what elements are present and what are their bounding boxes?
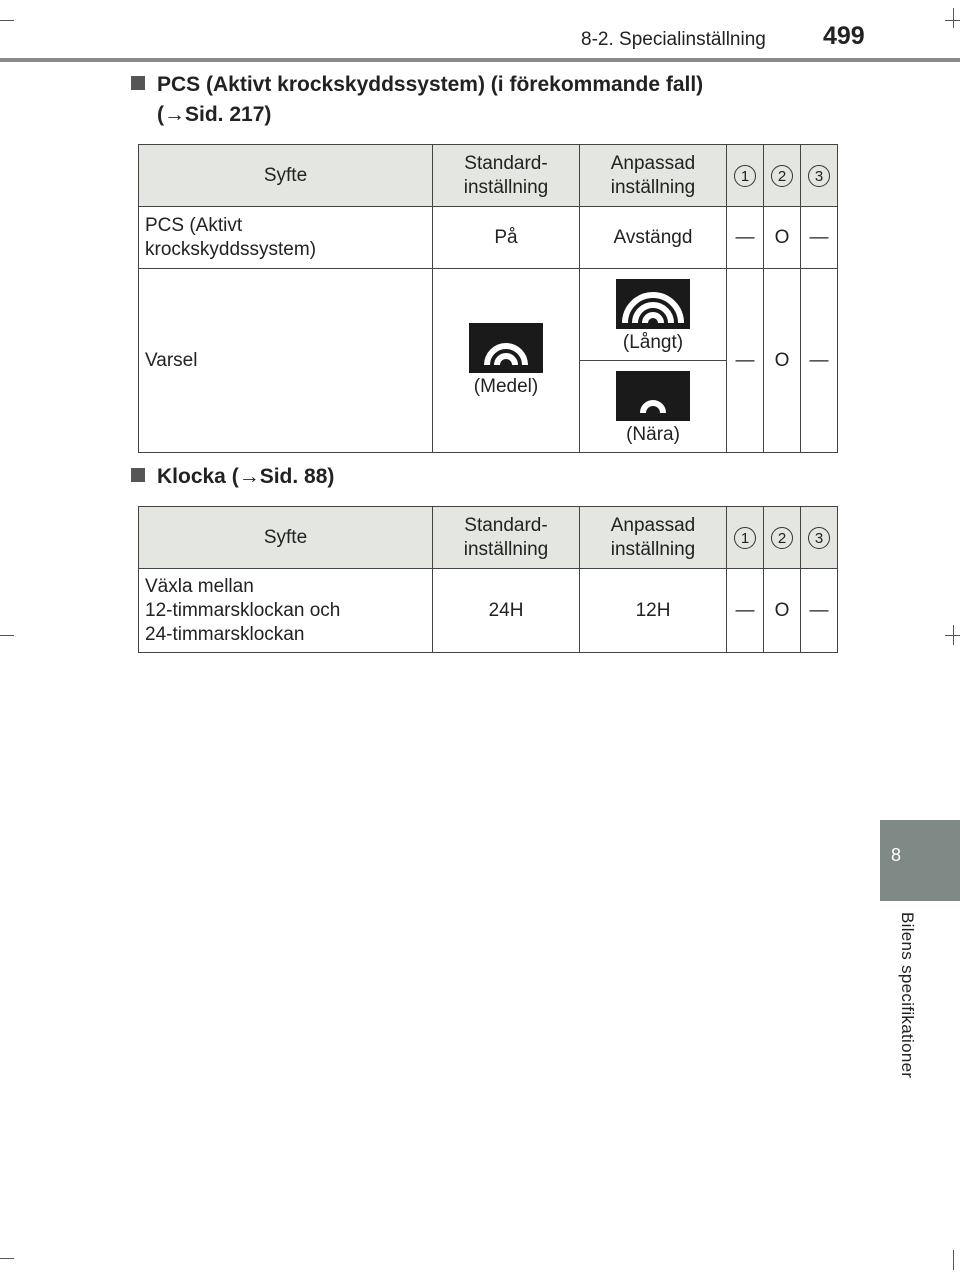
- pcs-heading-text: PCS (Aktivt krockskyddssystem) (i förekommande fall): [157, 73, 704, 96]
- crop-mark: [0, 635, 14, 636]
- table-row: [139, 207, 838, 269]
- circled-number-2: 2: [771, 165, 793, 187]
- square-bullet-icon: [131, 468, 145, 482]
- default-caption: (Medel): [473, 375, 539, 397]
- warning-medium-icon: [469, 323, 543, 373]
- warning-far-icon: [616, 279, 690, 329]
- crop-mark: [0, 20, 14, 21]
- purpose-cell: Varsel: [139, 269, 433, 453]
- custom-near-cell: [580, 361, 727, 453]
- col-2: [764, 145, 801, 207]
- purpose-cell: PCS (Aktivt krockskyddssystem): [139, 207, 433, 269]
- page-number: 499: [823, 22, 865, 50]
- table-header-row: [139, 507, 838, 569]
- far-caption: (Långt): [622, 331, 684, 353]
- table-header-row: [139, 145, 838, 207]
- mark-cell-2: O: [764, 569, 801, 653]
- mark-cell-2: O: [764, 207, 801, 269]
- col-1: [727, 507, 764, 569]
- custom-cell: 12H: [580, 569, 727, 653]
- clock-heading: [131, 462, 334, 492]
- col-3: [801, 507, 838, 569]
- section-title: 8-2. Specialinställning: [581, 29, 766, 50]
- table-row: [139, 269, 838, 361]
- near-caption: (Nära): [626, 423, 680, 445]
- purpose-cell: Växla mellan 12-timmarsklockan och 24-timmarsklockan: [139, 569, 433, 653]
- default-cell: 24H: [433, 569, 580, 653]
- col-1: [727, 145, 764, 207]
- circled-number-1: 1: [734, 165, 756, 187]
- header-rule: [0, 58, 960, 62]
- square-bullet-icon: [131, 76, 145, 90]
- chapter-number: 8: [890, 845, 901, 865]
- mark-cell-1: —: [727, 207, 764, 269]
- warning-near-icon: [616, 371, 690, 421]
- col-purpose: Syfte: [139, 145, 433, 207]
- clock-settings-table: [138, 506, 838, 653]
- crop-mark: [953, 8, 954, 28]
- mark-cell-2: O: [764, 269, 801, 453]
- col-purpose: Syfte: [139, 507, 433, 569]
- mark-cell-3: —: [801, 569, 838, 653]
- circled-number-2: 2: [771, 527, 793, 549]
- crop-mark: [953, 625, 954, 645]
- crop-mark: [953, 1250, 954, 1270]
- mark-cell-3: —: [801, 269, 838, 453]
- mark-cell-3: —: [801, 207, 838, 269]
- mark-cell-1: —: [727, 269, 764, 453]
- chapter-label: Bilens specifikationer: [898, 912, 917, 1079]
- pcs-heading-ref: (→Sid. 217): [157, 103, 272, 126]
- col-default: Standard- inställning: [433, 145, 580, 207]
- custom-far-cell: [580, 269, 727, 361]
- col-custom: Anpassad inställning: [580, 507, 727, 569]
- mark-cell-1: —: [727, 569, 764, 653]
- pcs-heading: [131, 70, 703, 130]
- clock-heading-text: Klocka (→Sid. 88): [157, 465, 335, 488]
- col-2: [764, 507, 801, 569]
- col-custom: Anpassad inställning: [580, 145, 727, 207]
- crop-mark: [0, 1258, 14, 1259]
- circled-number-1: 1: [734, 527, 756, 549]
- default-cell: På: [433, 207, 580, 269]
- default-cell: [433, 269, 580, 453]
- custom-cell: Avstängd: [580, 207, 727, 269]
- col-default: Standard- inställning: [433, 507, 580, 569]
- table-row: [139, 569, 838, 653]
- circled-number-3: 3: [808, 527, 830, 549]
- pcs-settings-table: [138, 144, 838, 453]
- circled-number-3: 3: [808, 165, 830, 187]
- col-3: [801, 145, 838, 207]
